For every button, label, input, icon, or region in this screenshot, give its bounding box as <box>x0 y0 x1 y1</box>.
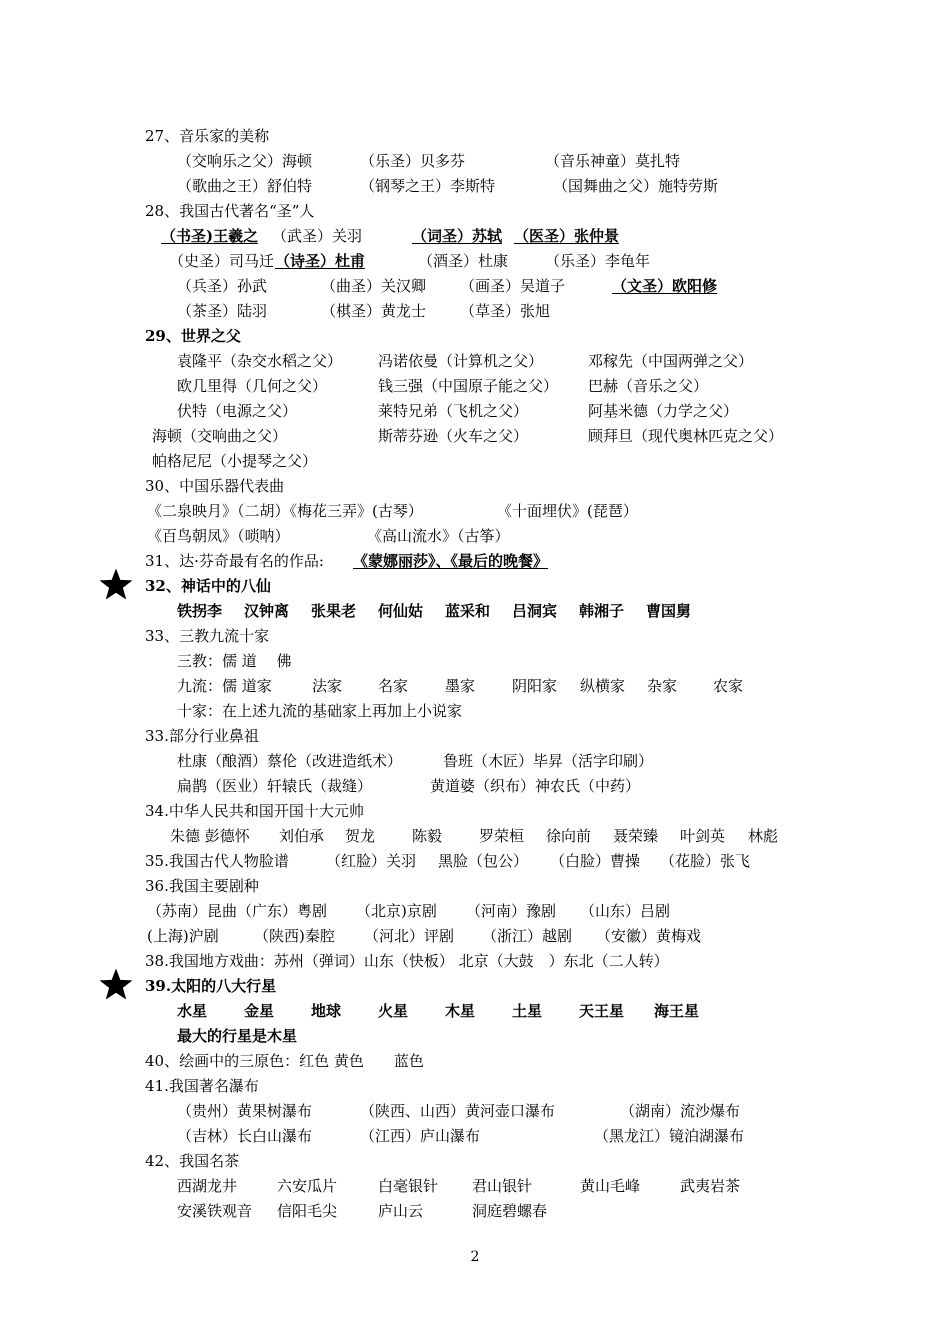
s32-item: 何仙姑 <box>378 602 424 620</box>
s29-title: 29、世界之父 <box>145 327 241 345</box>
s28-item: （草圣）张旭 <box>460 302 551 320</box>
s38-row: 38.我国地方戏曲：苏州（弹词）山东（快板） 北京（大鼓 ）东北（二人转） <box>145 952 669 970</box>
s28-item-highlight: （书圣)王羲之 <box>161 227 259 245</box>
s42-title: 42、我国名茶 <box>145 1152 240 1170</box>
s28-item-highlight: （诗圣）杜甫 <box>275 252 366 270</box>
s33b-item: 黄道婆（织布）神农氏（中药） <box>430 777 641 795</box>
s28-item: （武圣）关羽 <box>272 227 363 245</box>
s27-item: （歌曲之王）舒伯特 <box>177 177 313 195</box>
s42-item: 黄山毛峰 <box>580 1177 641 1195</box>
s29-item: 伏特（电源之父） <box>177 402 298 420</box>
s29-item: 莱特兄弟（飞机之父） <box>378 402 529 420</box>
s42-item: 庐山云 <box>378 1202 424 1220</box>
s41-item: （黑龙江）镜泊湖瀑布 <box>594 1127 745 1145</box>
s39-item: 木星 <box>445 1002 476 1020</box>
s30-item: 《高山流水》（古筝） <box>367 527 510 545</box>
s33a-title: 33、三教九流十家 <box>145 627 270 645</box>
s29-item: 袁隆平（杂交水稻之父） <box>177 352 343 370</box>
s33a-item: 纵横家 <box>580 677 626 695</box>
s30-item: 《二泉映月》（二胡）《梅花三弄》(古琴） <box>147 502 423 520</box>
s27-item: （乐圣）贝多芬 <box>360 152 466 170</box>
s32-item: 蓝采和 <box>445 602 491 620</box>
s28-item: （兵圣）孙武 <box>177 277 268 295</box>
s28-title: 28、我国古代著名“圣”人 <box>145 202 315 220</box>
s34-item: 聂荣臻 <box>613 827 659 845</box>
s29-item: 海顿（交响曲之父） <box>152 427 288 445</box>
s29-item: 冯诺依曼（计算机之父） <box>378 352 544 370</box>
s31-works: 《蒙娜丽莎》、《最后的晚餐》 <box>353 552 549 570</box>
s36-title: 36.我国主要剧种 <box>145 877 259 895</box>
s36-item: （河北）评剧 <box>364 927 455 945</box>
s41-item: （江西）庐山瀑布 <box>360 1127 481 1145</box>
s33a-row-3: 十家：在上述九流的基础家上再加上小说家 <box>177 702 463 720</box>
s27-title: 27、音乐家的美称 <box>145 127 270 145</box>
s28-item: （曲圣）关汉卿 <box>321 277 427 295</box>
s42-item: 洞庭碧螺春 <box>472 1202 548 1220</box>
s28-item-highlight: （文圣）欧阳修 <box>612 277 718 295</box>
s41-item: （贵州）黄果树瀑布 <box>177 1102 313 1120</box>
s31-prefix: 31、达·芬奇最有名的作品: <box>145 552 324 570</box>
s33a-item: 阴阳家 <box>512 677 558 695</box>
s41-item: （陕西、山西）黄河壶口瀑布 <box>360 1102 556 1120</box>
s29-item: 钱三强（中国原子能之父） <box>378 377 559 395</box>
s34-item: 陈毅 <box>412 827 443 845</box>
s33a-row-1: 三教：儒 道 佛 <box>177 652 292 670</box>
s28-item: （史圣）司马迁 <box>169 252 275 270</box>
s30-item: 《百鸟朝凤》（唢呐） <box>147 527 290 545</box>
s36-item: （安徽）黄梅戏 <box>596 927 702 945</box>
s39-item: 海王星 <box>654 1002 700 1020</box>
s28-item: （乐圣）李龟年 <box>545 252 651 270</box>
s41-title: 41.我国著名瀑布 <box>145 1077 259 1095</box>
s34-item: 贺龙 <box>345 827 376 845</box>
s32-item: 铁拐李 <box>177 602 223 620</box>
s39-item: 土星 <box>512 1002 543 1020</box>
s36-item: （苏南）昆曲（广东）粤剧 <box>147 902 328 920</box>
s34-item: 叶剑英 <box>680 827 726 845</box>
s34-item: 朱德 彭德怀 <box>170 827 250 845</box>
s28-item-highlight: （词圣）苏轼 <box>412 227 503 245</box>
s42-item: 安溪铁观音 <box>177 1202 253 1220</box>
s34-item: 徐向前 <box>546 827 592 845</box>
s40-row: 40、绘画中的三原色：红色 黄色 蓝色 <box>145 1052 424 1070</box>
s39-item: 火星 <box>378 1002 409 1020</box>
s27-item: （钢琴之王）李斯特 <box>360 177 496 195</box>
s28-item: （酒圣）杜康 <box>418 252 509 270</box>
s32-item: 韩湘子 <box>579 602 625 620</box>
s32-item: 张果老 <box>311 602 357 620</box>
star-icon <box>98 567 134 603</box>
s28-item: （画圣）吴道子 <box>460 277 566 295</box>
s39-item: 天王星 <box>579 1002 625 1020</box>
s33a-item: 法家 <box>312 677 343 695</box>
s34-item: 罗荣桓 <box>479 827 525 845</box>
s39-title: 39.太阳的八大行星 <box>145 977 277 995</box>
s29-row-5: 帕格尼尼（小提琴之父） <box>152 452 318 470</box>
s29-item: 阿基米德（力学之父） <box>588 402 739 420</box>
s30-item: 《十面埋伏》(琵琶） <box>497 502 638 520</box>
s35-item: （白脸）曹操 <box>550 852 641 870</box>
s28-item: （棋圣）黄龙士 <box>321 302 427 320</box>
s34-title: 34.中华人民共和国开国十大元帅 <box>145 802 364 820</box>
s41-item: （吉林）长白山瀑布 <box>177 1127 313 1145</box>
s27-item: （音乐神童）莫扎特 <box>545 152 681 170</box>
s27-item: （交响乐之父）海顿 <box>177 152 313 170</box>
s33a-item: 墨家 <box>445 677 476 695</box>
s29-item: 邓稼先（中国两弹之父） <box>588 352 754 370</box>
s42-item: 信阳毛尖 <box>277 1202 338 1220</box>
s33b-item: 扁鹊（医业）轩辕氏（裁缝） <box>177 777 373 795</box>
s29-item: 巴赫（音乐之父） <box>588 377 709 395</box>
s29-item: 斯蒂芬逊（火车之父） <box>378 427 529 445</box>
s34-item: 林彪 <box>748 827 779 845</box>
s39-item: 金星 <box>244 1002 275 1020</box>
s27-item: （国舞曲之父）施特劳斯 <box>553 177 719 195</box>
s33a-item: 九流：儒 道家 <box>177 677 272 695</box>
s39-item: 地球 <box>311 1002 342 1020</box>
s36-item: （河南）豫剧 <box>466 902 557 920</box>
s32-title: 32、神话中的八仙 <box>145 577 271 595</box>
s36-item: (上海)沪剧 <box>147 927 219 945</box>
s33b-item: 杜康（酿酒）蔡伦（改进造纸术） <box>177 752 403 770</box>
s34-item: 刘伯承 <box>279 827 325 845</box>
s35-item: （红脸）关羽 <box>326 852 417 870</box>
s42-item: 武夷岩茶 <box>680 1177 741 1195</box>
s29-item: 欧几里得（几何之父） <box>177 377 328 395</box>
s35-item: （花脸）张飞 <box>660 852 751 870</box>
s41-item: （湖南）流沙爆布 <box>620 1102 741 1120</box>
s28-item-highlight: （医圣）张仲景 <box>514 227 620 245</box>
s32-item: 吕洞宾 <box>512 602 558 620</box>
s33a-item: 农家 <box>713 677 744 695</box>
s33b-title: 33.部分行业鼻祖 <box>145 727 259 745</box>
page-number: 2 <box>470 1249 480 1265</box>
s39-item: 水星 <box>177 1002 208 1020</box>
s32-item: 汉钟离 <box>244 602 290 620</box>
s42-item: 西湖龙井 <box>177 1177 238 1195</box>
s33b-item: 鲁班（木匠）毕昇（活字印刷） <box>443 752 654 770</box>
s29-item: 顾拜旦（现代奥林匹克之父） <box>588 427 784 445</box>
s30-title: 30、中国乐器代表曲 <box>145 477 285 495</box>
s35-title: 35.我国古代人物脸谱 <box>145 852 289 870</box>
s33a-item: 杂家 <box>647 677 678 695</box>
s42-item: 君山银针 <box>472 1177 533 1195</box>
star-icon <box>98 967 134 1003</box>
s36-item: （山东）吕剧 <box>580 902 671 920</box>
s35-item: 黑脸（包公） <box>438 852 529 870</box>
s36-item: （浙江）越剧 <box>482 927 573 945</box>
s32-item: 曹国舅 <box>646 602 692 620</box>
s33a-item: 名家 <box>378 677 409 695</box>
s42-item: 白毫银针 <box>378 1177 439 1195</box>
s28-item: （茶圣）陆羽 <box>177 302 268 320</box>
s36-item: （北京)京剧 <box>356 902 437 920</box>
s36-item: （陕西)秦腔 <box>254 927 335 945</box>
s42-item: 六安瓜片 <box>277 1177 338 1195</box>
s39-note: 最大的行星是木星 <box>177 1027 298 1045</box>
